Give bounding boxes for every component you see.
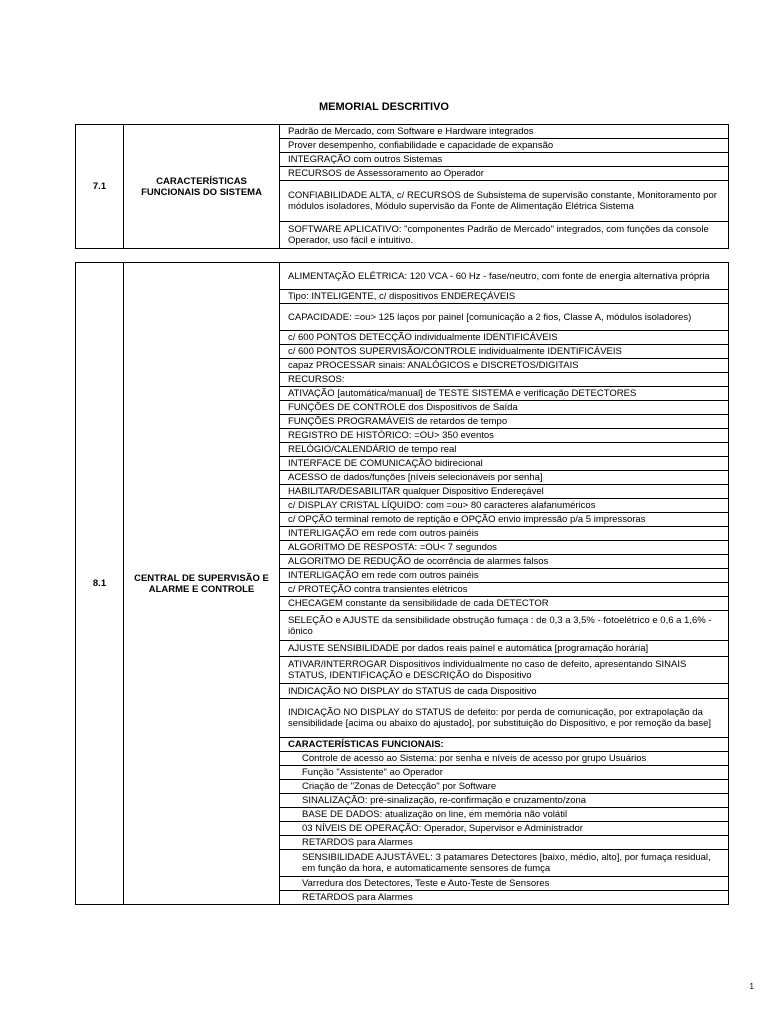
- feature-item: ATIVAR/INTERROGAR Dispositivos individualmente no caso de defeito, apresentando SINAIS STATUS, IDENTIFICAÇÃO e DESCRIÇÃO do Dispositivo: [280, 657, 729, 684]
- feature-item: FUNÇÕES DE CONTROLE dos Dispositivos de Saída: [280, 401, 729, 415]
- feature-item: INDICAÇÃO NO DISPLAY do STATUS de cada Dispositivo: [280, 684, 729, 699]
- section-number: 7.1: [76, 125, 124, 249]
- feature-item: HABILITAR/DESABILITAR qualquer Dispositivo Endereçável: [280, 485, 729, 499]
- feature-item: c/ PROTEÇÃO contra transientes elétricos: [280, 583, 729, 597]
- feature-item: INTERFACE DE COMUNICAÇÃO bidirecional: [280, 457, 729, 471]
- feature-item: INTEGRAÇÃO com outros Sistemas: [280, 153, 729, 167]
- functional-item: Criação de "Zonas de Detecção" por Software: [280, 780, 729, 794]
- feature-item: CHECAGEM constante da sensibilidade de cada DETECTOR: [280, 597, 729, 611]
- functional-item: RETARDOS para Alarmes: [280, 891, 729, 905]
- section-name: CENTRAL DE SUPERVISÃO E ALARME E CONTROLE: [124, 263, 280, 905]
- feature-item: ACESSO de dados/funções [níveis selecionáveis por senha]: [280, 471, 729, 485]
- feature-item: c/ 600 PONTOS DETECÇÃO individualmente IDENTIFICÁVEIS: [280, 331, 729, 345]
- document-title: MEMORIAL DESCRITIVO: [319, 101, 449, 113]
- feature-item: Tipo: INTELIGENTE, c/ dispositivos ENDEREÇÁVEIS: [280, 290, 729, 304]
- feature-item: INTERLIGAÇÃO em rede com outros painéis: [280, 569, 729, 583]
- functional-item: SENSIBILIDADE AJUSTÁVEL: 3 patamares Detectores [baixo, médio, alto], por fumaça residual, em função da hora, e automaticamente sensores de fumça: [280, 850, 729, 877]
- section-name: CARACTERÍSTICAS FUNCIONAIS DO SISTEMA: [124, 125, 280, 249]
- feature-item: SELEÇÃO e AJUSTE da sensibilidade obstrução fumaça : de 0,3 a 3,5% - fotoelétrico e 0,6 a 1,6% - iônico: [280, 611, 729, 641]
- section-8-1-table: [75, 262, 729, 905]
- feature-item: c/ DISPLAY CRISTAL LÍQUIDO: com =ou> 80 caracteres alafanuméricos: [280, 499, 729, 513]
- feature-item: INTERLIGAÇÃO em rede com outros painéis: [280, 527, 729, 541]
- feature-item: c/ 600 PONTOS SUPERVISÃO/CONTROLE individualmente IDENTIFICÁVEIS: [280, 345, 729, 359]
- feature-item: SOFTWARE APLICATIVO: "componentes Padrão de Mercado" integrados, com funções da console Operador, uso fácil e intuitivo.: [280, 222, 729, 249]
- feature-item: CONFIABILIDADE ALTA, c/ RECURSOS de Subsistema de supervisão constante, Monitoramento por módulos isoladores, Módulo supervisão da Fonte de Alimentação Elétrica Sistema: [280, 181, 729, 222]
- functional-item: SINALIZAÇÃO: pré-sinalização, re-confirmação e cruzamento/zona: [280, 794, 729, 808]
- feature-item: REGISTRO DE HISTÓRICO: =OU> 350 eventos: [280, 429, 729, 443]
- functional-item: RETARDOS para Alarmes: [280, 836, 729, 850]
- feature-item: Padrão de Mercado, com Software e Hardware integrados: [280, 125, 729, 139]
- feature-item: ALGORITMO DE RESPOSTA: =OU< 7 segundos: [280, 541, 729, 555]
- table-row: [76, 125, 729, 139]
- page-number: 1: [749, 982, 754, 991]
- feature-item: RELÓGIO/CALENDÁRIO de tempo real: [280, 443, 729, 457]
- feature-item: RECURSOS de Assessoramento ao Operador: [280, 167, 729, 181]
- feature-item: AJUSTE SENSIBILIDADE por dados reais painel e automática [programação horária]: [280, 641, 729, 657]
- feature-item: Prover desempenho, confiabilidade e capacidade de expansão: [280, 139, 729, 153]
- functional-header: CARACTERÍSTICAS FUNCIONAIS:: [280, 738, 729, 752]
- feature-item: ALIMENTAÇÃO ELÉTRICA: 120 VCA - 60 Hz - fase/neutro, com fonte de energia alternativa própria: [280, 263, 729, 290]
- feature-item: ALGORITMO DE REDUÇÃO de ocorrência de alarmes falsos: [280, 555, 729, 569]
- functional-item: Controle de acesso ao Sistema: por senha e níveis de acesso por grupo Usuários: [280, 752, 729, 766]
- feature-item: CAPACIDADE: =ou> 125 laços por painel [comunicação a 2 fios, Classe A, módulos isoladores): [280, 304, 729, 331]
- functional-item: BASE DE DADOS: atualização on line, em memória não volátil: [280, 808, 729, 822]
- section-number: 8.1: [76, 263, 124, 905]
- feature-item: RECURSOS:: [280, 373, 729, 387]
- feature-item: c/ OPÇÃO terminal remoto de reptição e OPÇÃO envio impressão p/a 5 impressoras: [280, 513, 729, 527]
- feature-item: ATIVAÇÃO [automática/manual] de TESTE SISTEMA e verificação DETECTORES: [280, 387, 729, 401]
- functional-item: Varredura dos Detectores, Teste e Auto-Teste de Sensores: [280, 877, 729, 891]
- feature-item: FUNÇÕES PROGRAMÁVEIS de retardos de tempo: [280, 415, 729, 429]
- functional-item: Função "Assistente" ao Operador: [280, 766, 729, 780]
- section-7-1-table: [75, 124, 729, 249]
- feature-item: capaz PROCESSAR sinais: ANALÓGICOS e DISCRETOS/DIGITAIS: [280, 359, 729, 373]
- feature-item: INDICAÇÃO NO DISPLAY do STATUS de defeito: por perda de comunicação, por extrapolação da sensibilidade [acima ou abaixo do ajustado], por substituição do Dispositivo, e por remoção da base]: [280, 699, 729, 738]
- table-row: [76, 263, 729, 290]
- functional-item: 03 NÍVEIS DE OPERAÇÃO: Operador, Supervisor e Administrador: [280, 822, 729, 836]
